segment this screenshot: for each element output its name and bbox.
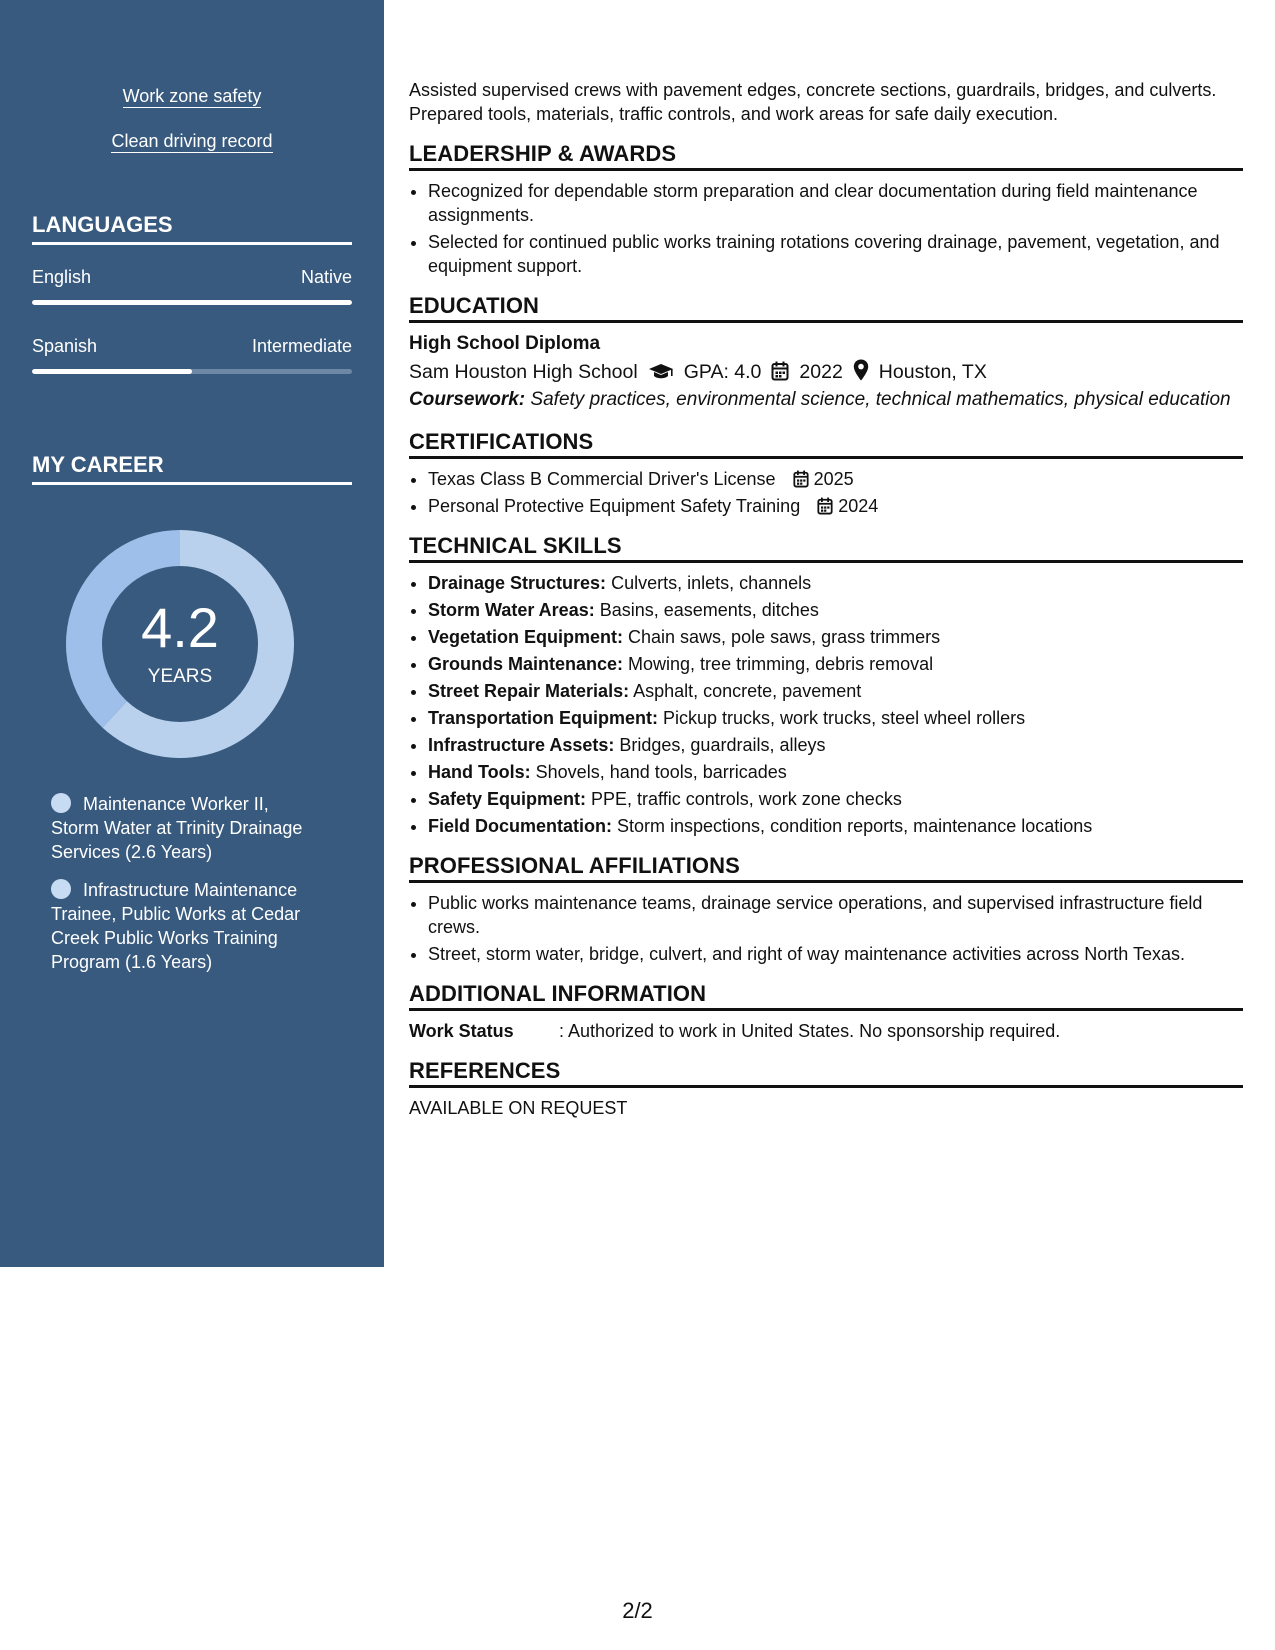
certifications-list bbox=[409, 467, 1243, 518]
list-item: • Recognized for dependable storm preparation and clear documentation during field maintenance assignments. bbox=[428, 179, 1243, 227]
language-bar bbox=[32, 300, 352, 305]
affiliations-list bbox=[409, 891, 1243, 966]
experience-description: Assisted supervised crews with pavement edges, concrete sections, guardrails, bridges, and culverts. Prepared tools, materials, traffic controls, and work areas for safe daily execution. bbox=[409, 80, 1217, 124]
education-degree: High School Diploma bbox=[409, 333, 601, 354]
main-content bbox=[409, 78, 1243, 1120]
skill-item: • Vegetation Equipment: Chain saws, pole saws, grass trimmers bbox=[428, 625, 1243, 649]
work-status-label: Work Status bbox=[409, 1021, 514, 1041]
leadership-list bbox=[409, 179, 1243, 278]
language-name: Spanish bbox=[32, 336, 98, 356]
language-name: English bbox=[32, 267, 92, 287]
certification-year: 2024 bbox=[838, 496, 879, 516]
education-gpa: GPA: 4.0 bbox=[683, 361, 762, 383]
language-bar-fill bbox=[32, 369, 192, 374]
language-level: Native bbox=[300, 267, 352, 287]
language-row bbox=[32, 336, 352, 357]
career-heading: MY CAREER bbox=[32, 452, 352, 485]
list-item: • Public works maintenance teams, drainage service operations, and supervised infrastructure field crews. bbox=[428, 891, 1243, 939]
skill-item: • Transportation Equipment: Pickup trucks, work trucks, steel wheel rollers bbox=[428, 706, 1243, 730]
career-total-unit: YEARS bbox=[147, 666, 213, 687]
map-pin-icon bbox=[853, 357, 869, 387]
calendar-icon bbox=[793, 469, 809, 489]
page-number: 2/2 bbox=[622, 1598, 653, 1623]
education-heading: EDUCATION bbox=[409, 294, 1243, 323]
skill-item: • Safety Equipment: PPE, traffic controls, work zone checks bbox=[428, 787, 1243, 811]
skill-item: • Field Documentation: Storm inspections, condition reports, maintenance locations bbox=[428, 814, 1243, 838]
sidebar bbox=[0, 0, 384, 1267]
certification-item: • Personal Protective Equipment Safety Training 2024 bbox=[428, 494, 1243, 518]
career-item: Infrastructure Maintenance Trainee, Public Works at Cedar Creek Public Works Training Program (1.6 Years) bbox=[51, 880, 301, 972]
additional-info-heading: ADDITIONAL INFORMATION bbox=[409, 982, 1243, 1011]
calendar-icon bbox=[817, 496, 833, 516]
references-text: AVAILABLE ON REQUEST bbox=[409, 1098, 628, 1118]
certification-item: • Texas Class B Commercial Driver's License 2025 bbox=[428, 467, 1243, 491]
work-status-row bbox=[409, 1019, 1243, 1043]
list-item: • Selected for continued public works training rotations covering drainage, pavement, vegetation, and equipment support. bbox=[428, 230, 1243, 278]
list-item: • Street, storm water, bridge, culvert, and right of way maintenance activities across North Texas. bbox=[428, 942, 1243, 966]
skill-item: Clean driving record bbox=[111, 131, 273, 151]
education-location: Houston, TX bbox=[878, 361, 987, 383]
skill-item: • Infrastructure Assets: Bridges, guardrails, alleys bbox=[428, 733, 1243, 757]
career-dot-icon bbox=[51, 879, 71, 899]
education-year: 2022 bbox=[799, 361, 843, 383]
certifications-heading: CERTIFICATIONS bbox=[409, 430, 1243, 459]
skill-item: Work zone safety bbox=[122, 86, 262, 106]
skill-item: • Storm Water Areas: Basins, easements, ditches bbox=[428, 598, 1243, 622]
languages-heading: LANGUAGES bbox=[32, 212, 352, 245]
career-total-years: 4.2 bbox=[141, 596, 219, 659]
education-school: Sam Houston High School bbox=[409, 361, 638, 383]
education-coursework: Coursework: Safety practices, environmental science, technical mathematics, physical education bbox=[409, 389, 1231, 410]
language-level: Intermediate bbox=[251, 336, 352, 356]
skill-item: • Grounds Maintenance: Mowing, tree trimming, debris removal bbox=[428, 652, 1243, 676]
graduation-cap-icon bbox=[648, 357, 674, 387]
language-bar bbox=[32, 369, 352, 374]
education-details bbox=[409, 357, 1243, 387]
affiliations-heading: PROFESSIONAL AFFILIATIONS bbox=[409, 854, 1243, 883]
leadership-heading: LEADERSHIP & AWARDS bbox=[409, 142, 1243, 171]
language-row bbox=[32, 267, 352, 288]
calendar-icon bbox=[771, 357, 789, 387]
career-dot-icon bbox=[51, 793, 71, 813]
technical-skills-heading: TECHNICAL SKILLS bbox=[409, 534, 1243, 563]
work-status-value: : Authorized to work in United States. No sponsorship required. bbox=[559, 1021, 1061, 1041]
certification-year: 2025 bbox=[813, 469, 854, 489]
career-item: Maintenance Worker II, Storm Water at Trinity Drainage Services (2.6 Years) bbox=[51, 794, 303, 862]
skill-item: • Hand Tools: Shovels, hand tools, barricades bbox=[428, 760, 1243, 784]
language-bar-fill bbox=[32, 300, 352, 305]
skill-item: • Drainage Structures: Culverts, inlets, channels bbox=[428, 571, 1243, 595]
technical-skills-list bbox=[409, 571, 1243, 838]
references-heading: REFERENCES bbox=[409, 1059, 1243, 1088]
skill-item: • Street Repair Materials: Asphalt, concrete, pavement bbox=[428, 679, 1243, 703]
